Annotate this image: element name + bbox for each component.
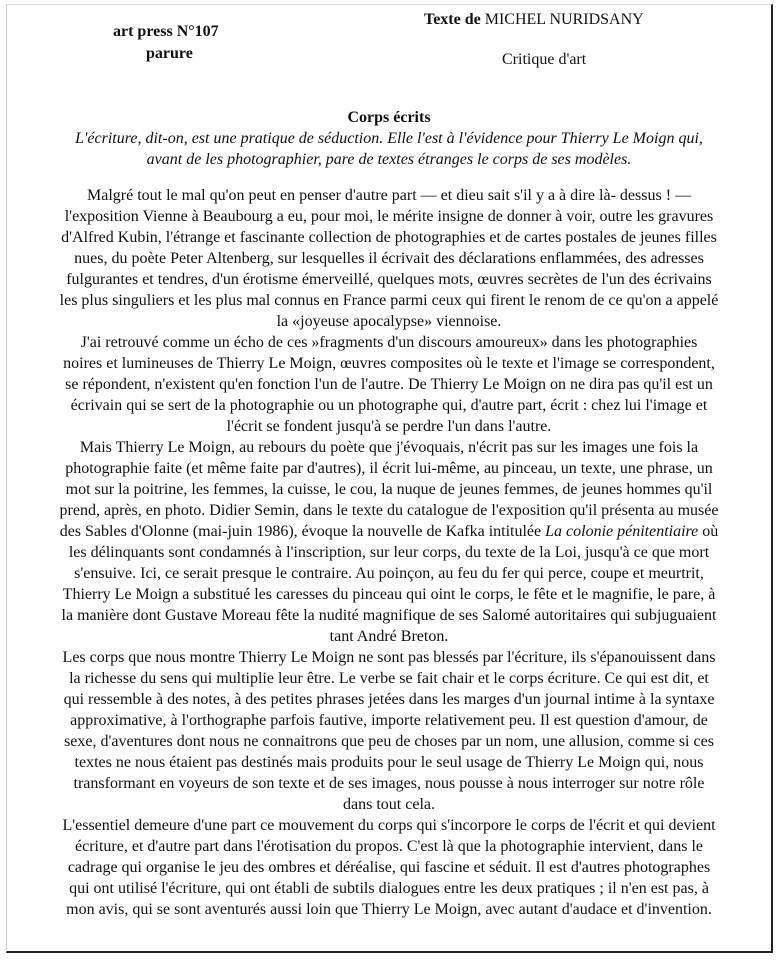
text-line: cadrage qui organise le jeu des ombres et déréalise, qui fascine et séduit. Il est d'autres photographes [67,859,711,876]
text-line: Thierry Le Moign a substitué les caresses du pinceau qui oint le corps, le fête et le magnifie, le pare, à [62,586,716,603]
text-line: Mais Thierry Le Moign, au rebours du poète que j'évoquais, n'écrit pas sur les images une fois la [79,439,699,456]
text-line: d'Alfred Kubin, l'étrange et fascinante collection de photographies et de cartes postales de jeunes filles [61,229,717,246]
text-line: tant André Breton. [329,628,449,645]
article-title: Corps écrits [347,109,431,126]
text-line: les plus singuliers et les plus mal connus en France parmi ceux qui firent le renom de ce qu'on a appelé [59,292,719,309]
text-line: se répondent, n'existent qu'en fonction l'un de l'autre. De Thierry Le Moign on ne dira pas qu'il est un [65,376,713,393]
text-line: transformant en voyeurs de son texte et de ses images, nous pousse à nous interroger sur notre rôle [73,775,705,792]
text-line: écriture, et d'autre part dans l'érotisation du propos. C'est là que la photographie intervient, dans le [74,838,703,855]
author-role: Critique d'art [502,51,587,68]
text-line: la manière dont Gustave Moreau fête la nudité magnifique de ses Salomé autoritaires qui subjuguaient [61,607,717,624]
text-line: sexe, d'aventures dont nous ne connaitrons que peu de choses par un nom, une allusion, comme si ces [64,733,714,750]
text-line: les délinquants sont condamnés à l'inscription, sur leur corps, du texte de la Loi, jusqu'à ce que mort [68,544,710,561]
author-prefix: Texte de [424,11,481,28]
text-line: textes ne nous étaient pas destinés mais produits pour le seul usage de Thierry Le Moign qui, nous [74,754,704,771]
magazine-name: art press N°107 [113,23,219,40]
text-line: mot sur la poitrine, les femmes, la cuisse, le cou, la nuque de jeunes femmes, de jeunes hommes qu'il [65,481,713,498]
text-line: l'écrit se fondent jusqu'à se perdre l'un dans l'autre. [226,418,552,435]
text-line: fulgurantes et tendres, d'un érotisme émerveillé, quelques mots, œuvres secrètes de l'un des écrivains [66,271,712,288]
lead-line: L'écriture, dit-on, est une pratique de séduction. Elle l'est à l'évidence pour Thierry Le Moign qui, [75,130,703,147]
text-line: photographie faite (et même faite par d'autres), il écrit lui-même, au pinceau, un texte, une phrase, un [65,460,713,477]
text-line: L'essentiel demeure d'une part ce mouvement du corps qui s'incorpore le corps de l'écrit et qui devient [62,817,716,834]
lead-line: avant de les photographier, pare de textes étranges le corps de ses modèles. [146,151,632,168]
article-body [10,185,768,920]
text-line: la «joyeuse apocalypse» viennoise. [276,313,502,330]
text-line: qui ressemble à des notes, à des petites phrases jetées dans les marges d'un journal intime à la syntaxe [63,691,715,708]
author-name: MICHEL NURIDSANY [484,11,644,28]
text-line: J'ai retrouvé comme un écho de ces »fragments d'un discours amoureux» dans les photographies [80,334,698,351]
text-line: des Sables d'Olonne (mai-juin 1986), évoque la nouvelle de Kafka intitulée La colonie pénitentiaire où [59,523,719,540]
text-line: la richesse du sens qui multiplie leur être. Le verbe se fait chair et le corps écriture. Ce qui est dit, et [69,670,709,687]
text-line: Les corps que nous montre Thierry Le Moign ne sont pas blessés par l'écriture, ils s'épanouissent dans [62,649,716,666]
book-title: La colonie pénitentiaire [545,523,699,540]
text-line: s'ensuive. Ici, ce serait presque le contraire. Au poinçon, au feu du fer qui perce, coupe et meurtrit, [74,565,704,582]
paragraph-5 [10,815,768,920]
text-line: noires et lumineuses de Thierry Le Moign, œuvres composites où le texte et l'image se correspondent, [63,355,715,372]
text-line: l'exposition Vienne à Beaubourg a eu, pour moi, le mérite insigne de donner à voir, outre les gravures [64,208,714,225]
paragraph-3 [10,437,768,647]
text-line: mon avis, qui se sont aventurés aussi loin que Thierry Le Moign, avec autant d'audace et d'invention. [66,901,712,918]
paragraph-2 [10,332,768,437]
text-line: Malgré tout le mal qu'on peut en penser d'autre part — et dieu sait s'il y a à dire là- dessus ! — [86,187,692,204]
paragraph-1 [10,185,768,332]
text-line: nues, du poète Peter Altenberg, sur lesquelles il écrivait des déclarations enflammées, des adresses [74,250,704,267]
text-line: approximative, à l'orthographe parfois fautive, importe relativement peu. Il est question d'amour, de [70,712,708,729]
author-line [424,10,644,30]
text-line: dans tout cela. [343,796,435,813]
article-lead [12,128,766,170]
paragraph-4 [10,647,768,815]
text-line: qui ont utilisé l'écriture, qui ont établi de subtils dialogues entre les deux pratiques ; il n'en est pas, à [69,880,709,897]
text-line: écrivain qui se sert de la photographie ou un photographe qui, d'autre part, écrit : chez lui l'image et [70,397,708,414]
text-line: prend, après, en photo. Didier Semin, dans le texte du catalogue de l'exposition qu'il présenta au musée [59,502,719,519]
issue-label: parure [146,45,193,62]
